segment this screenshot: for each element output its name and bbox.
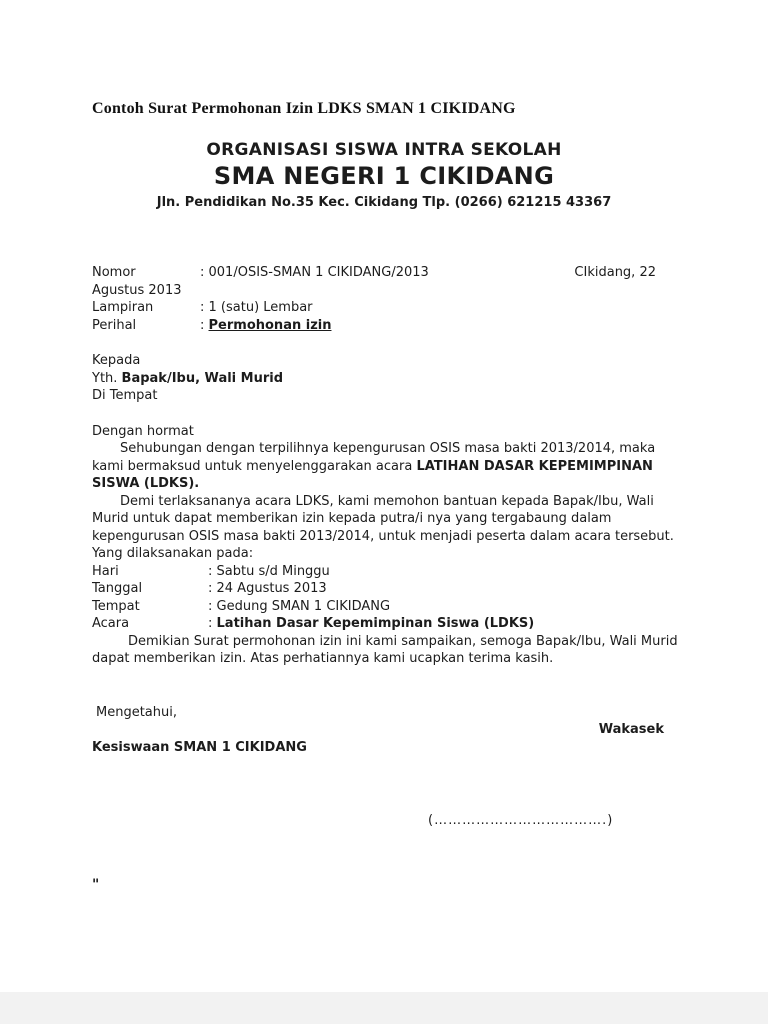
lampiran-label: Lampiran	[92, 300, 154, 315]
school-name: SMA NEGERI 1 CIKIDANG	[213, 162, 555, 190]
acara-colon: :	[208, 616, 217, 631]
perihal-colon: :	[200, 317, 209, 333]
acara-label: Acara	[92, 616, 130, 631]
closing-paragraph: Demikian Surat permohonan izin ini kami sampaikan, semoga Bapak/Ibu, Wali Murid dapat memberikan izin. Atas perhatiannya kami ucapkan terima kasih.	[92, 633, 678, 666]
di-tempat-line: Di Tempat	[92, 388, 158, 403]
recipient-name: Bapak/Ibu, Wali Murid	[121, 370, 284, 386]
schedule-row-tanggal	[92, 580, 682, 598]
letter-body	[92, 264, 682, 894]
yth-prefix: Yth.	[92, 370, 122, 386]
schedule-row-tempat	[92, 598, 682, 616]
lampiran-value: : 1 (satu) Lembar	[200, 300, 313, 315]
signer-title-right: Wakasek	[598, 722, 664, 737]
tempat-value: : Gedung SMAN 1 CIKIDANG	[208, 598, 391, 614]
hari-label: Hari	[92, 563, 119, 579]
spacer	[92, 405, 682, 423]
organization-name: ORGANISASI SISWA INTRA SEKOLAH	[206, 140, 562, 160]
signer-title-left: Kesiswaan SMAN 1 CIKIDANG	[92, 739, 307, 755]
yth-line	[92, 370, 682, 388]
spacer	[92, 668, 682, 704]
paragraph-2: Demi terlaksananya acara LDKS, kami memohon bantuan kepada Bapak/Ibu, Wali Murid untuk dapat memberikan izin kepada putra/i nya yang tergabaung dalam kepengurusan OSIS masa bakti 2013/2014, untuk menjadi peserta dalam acara tersebut.	[92, 493, 674, 544]
perihal-value: Permohonan izin	[208, 317, 332, 333]
salutation: Dengan hormat	[92, 423, 194, 439]
page-bottom-edge	[0, 992, 768, 1024]
perihal-row	[92, 317, 682, 335]
kepada-line: Kepada	[92, 353, 141, 368]
spacer	[92, 334, 682, 352]
letterhead	[0, 140, 768, 210]
schedule-row-hari	[92, 563, 682, 581]
acara-value-wrap	[208, 615, 534, 633]
signature-placeholder: (……………………………….)	[428, 813, 614, 828]
nomor-row	[92, 264, 682, 282]
schedule-row-acara	[92, 615, 682, 633]
mengetahui-line: Mengetahui,	[96, 704, 177, 720]
letter-date-part1: CIkidang, 22	[574, 265, 656, 280]
tempat-label: Tempat	[92, 598, 140, 614]
schedule-intro: Yang dilaksanakan pada:	[92, 546, 254, 561]
document-caption: Contoh Surat Permohonan Izin LDKS SMAN 1 CIKIDANG	[92, 100, 516, 117]
perihal-value-wrap	[200, 317, 331, 335]
nomor-value: : 001/OSIS-SMAN 1 CIKIDANG/2013	[200, 265, 429, 280]
paragraph-1-text: Sehubungan dengan terpilihnya kepengurusan OSIS masa bakti 2013/2014, maka kami bermaksud untuk menyelenggarakan acara	[92, 441, 656, 474]
tanggal-label: Tanggal	[92, 581, 143, 596]
stray-quote-mark: "	[92, 876, 100, 893]
hari-value: : Sabtu s/d Minggu	[208, 563, 330, 579]
nomor-label: Nomor	[92, 265, 136, 280]
paragraph-1-bold: LATIHAN DASAR KEPEMIMPINAN SISWA (LDKS).	[92, 458, 653, 491]
tanggal-value: : 24 Agustus 2013	[208, 581, 327, 596]
school-address: Jln. Pendidikan No.35 Kec. Cikidang Tlp. (0266) 621215 43367	[156, 195, 612, 210]
lampiran-row	[92, 299, 682, 317]
letter-date-part2: Agustus 2013	[92, 282, 182, 298]
acara-value: Latihan Dasar Kepemimpinan Siswa (LDKS)	[216, 616, 535, 631]
perihal-label: Perihal	[92, 317, 137, 333]
paragraph-1	[92, 440, 682, 493]
